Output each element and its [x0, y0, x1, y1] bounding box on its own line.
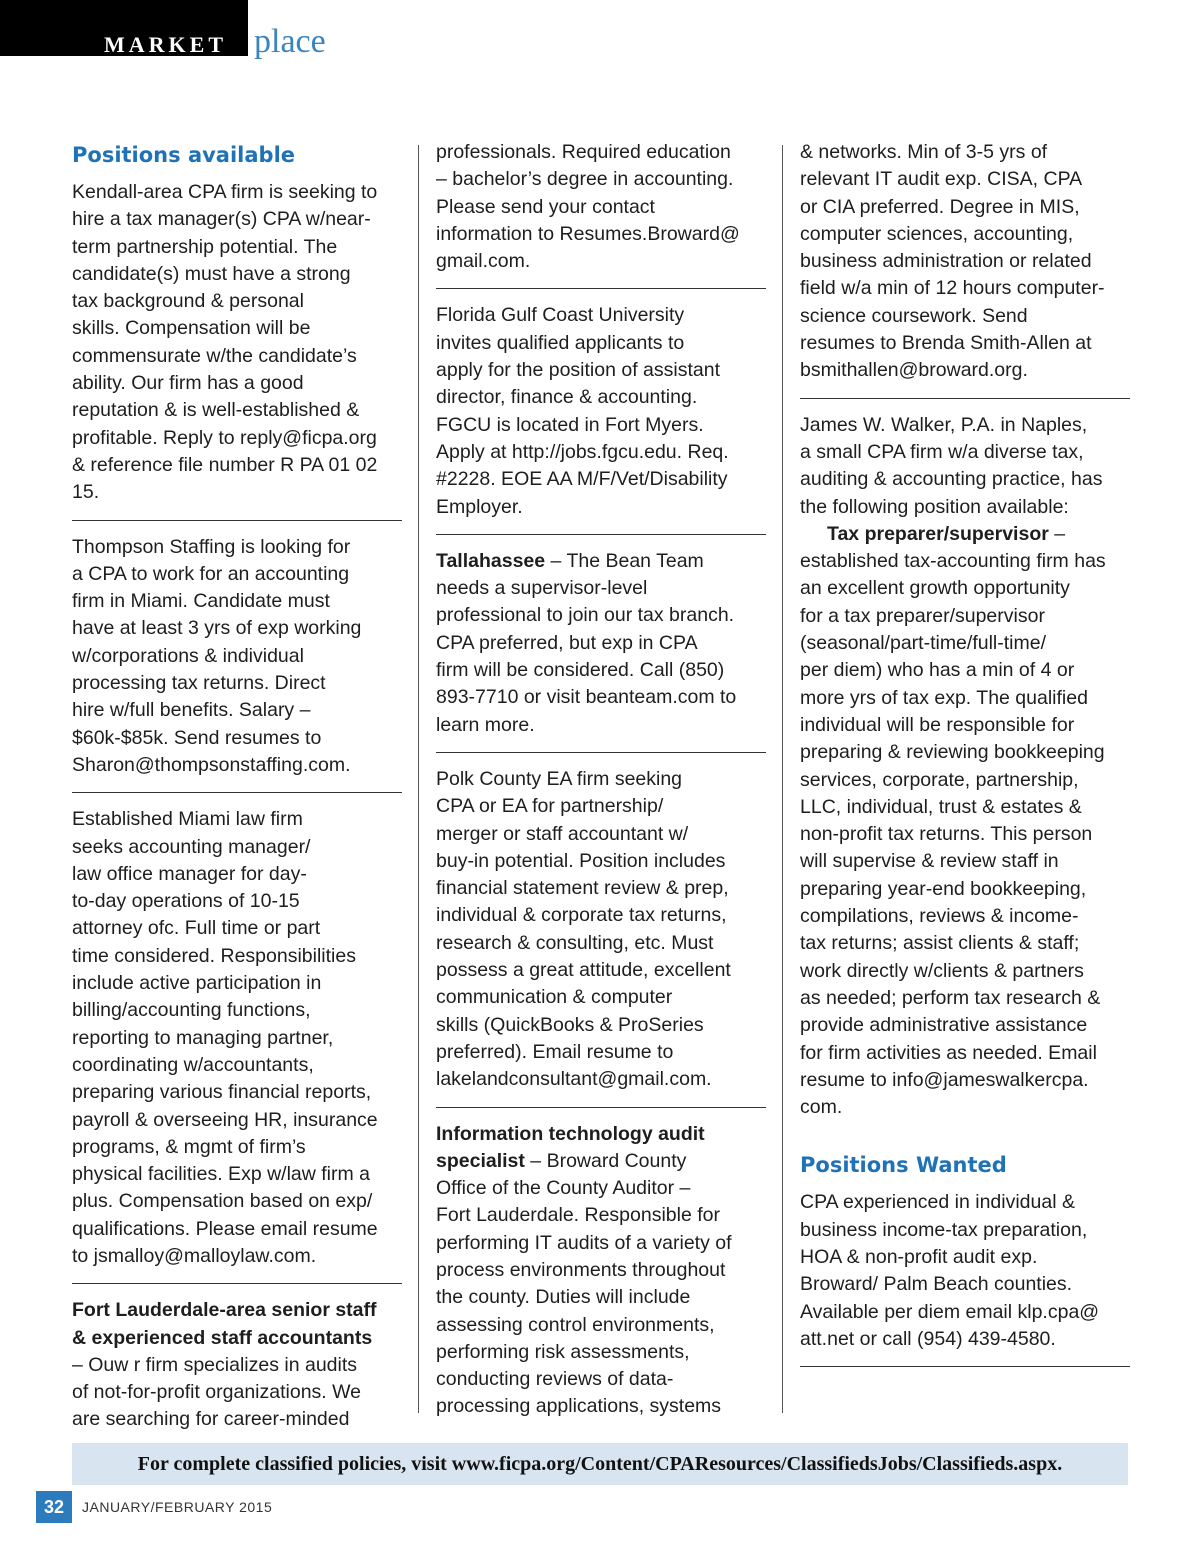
classified-ad: Polk County EA firm seeking CPA or EA for partnership/ merger or staff accountant w/ buy-in potential. Position includes financial statement review & prep, individual & corporate tax returns, research & consulting, etc. Must possess a great attitude, excellent communication & computer skills (QuickBooks & ProSeries preferred). Email resume to lakelandconsultant@gmail.com. — [436, 767, 731, 1091]
ad-separator — [436, 1107, 766, 1108]
classified-ad — [72, 1297, 402, 1433]
policy-banner: For complete classified policies, visit www.ficpa.org/Content/CPAResources/ClassifiedsJobs/Classifieds.aspx. — [72, 1443, 1128, 1485]
classified-ad: & networks. Min of 3-5 yrs of relevant IT audit exp. CISA, CPA or CIA preferred. Degree in MIS, computer sciences, accounting, business administration or related field w/a min of 12 hours computer- science coursework. Send resumes to Brenda Smith-Allen at bsmithallen@broward.org. — [800, 141, 1105, 382]
classified-ad: Established Miami law firm seeks accounting manager/ law office manager for day- to-day operations of 10-15 attorney ofc. Full time or part time considered. Responsibilities include active participation in billing/accounting functions, reporting to managing partner, coordinating w/accountants, preparing various financial reports, payroll & overseeing HR, insurance programs, & mgmt of firm’s physical facilities. Exp w/law firm a plus. Compensation based on exp/ qualifications. Please email resume to jsmalloy@malloylaw.com. — [72, 808, 378, 1267]
ad-body: – Ouw r firm specializes in audits of not-for-profit organizations. We are searching for career-minded — [72, 1353, 362, 1431]
issue-date: JANUARY/FEBRUARY 2015 — [82, 1499, 273, 1515]
ad-lead: Information technology audit specialist — [436, 1122, 705, 1172]
classified-ad: CPA experienced in individual & business income-tax preparation, HOA & non-profit audit exp. Broward/ Palm Beach counties. Available per diem email klp.cpa@ att.net or call (954) 439-4580. — [800, 1191, 1100, 1350]
classified-ad — [436, 1121, 766, 1421]
ad-separator — [436, 534, 766, 535]
column-divider — [418, 145, 419, 1413]
ad-separator — [72, 520, 402, 521]
section-title: MARKET — [104, 32, 227, 57]
ad-lead: Fort Lauderdale-area senior staff & experienced staff accountants — [72, 1299, 377, 1349]
column-divider — [782, 145, 783, 1413]
ad-separator — [72, 1283, 402, 1284]
classified-ad: professionals. Required education – bachelor’s degree in accounting. Please send your contact information to Resumes.Broward@ gmail.com. — [436, 141, 740, 273]
section-heading: Positions available — [72, 143, 296, 167]
ad-separator — [436, 752, 766, 753]
ad-separator — [800, 1366, 1130, 1367]
classified-ad — [436, 548, 766, 739]
classified-ad: Kendall-area CPA firm is seeking to hire a tax manager(s) CPA w/near- term partnership potential. The candidate(s) must have a strong tax background & personal skills. Compensation will be commensurate w/the candidate’s ability. Our firm has a good reputation & is well-established & profitable. Reply to reply@ficpa.org & reference file number R PA 01 02 15. — [72, 181, 378, 504]
ad-body: – The Bean Team needs a supervisor-level professional to join our tax branch. CPA preferred, but exp in CPA firm will be considered. Call (850) 893-7710 or visit beanteam.com to learn more. — [436, 549, 737, 736]
page-number: 32 — [36, 1491, 72, 1523]
classified-ad: Florida Gulf Coast University invites qualified applicants to apply for the position of assistant director, finance & accounting. FGCU is located in Fort Myers. Apply at http://jobs.fgcu.edu. Req. #2228. EOE AA M/F/Vet/Disability Employer. — [436, 304, 729, 518]
ad-lead: Tallahassee — [436, 549, 546, 572]
classified-ad: James W. Walker, P.A. in Naples, a small CPA firm w/a diverse tax, auditing & accounting practice, has the following position available: — [800, 413, 1103, 518]
section-subtitle: place — [254, 23, 326, 60]
column-3 — [800, 139, 1130, 1380]
section-heading: Positions Wanted — [800, 1153, 1007, 1178]
classified-ad: Thompson Staffing is looking for a CPA to work for an accounting firm in Miami. Candidate must have at least 3 yrs of exp working w/corporations & individual processing tax returns. Direct hire w/full benefits. Salary – $60k-$85k. Send resumes to Sharon@thompsonstaffing.com. — [72, 535, 362, 776]
column-2 — [436, 139, 766, 1421]
ad-separator — [800, 398, 1130, 399]
classified-ad-continued — [800, 521, 1130, 1122]
ad-body: – established tax-accounting firm has an excellent growth opportunity for a tax preparer/supervisor (seasonal/part-time/full-time/ per diem) who has a min of 4 or more yrs of tax exp. The qualified individual will be responsible for preparing & reviewing bookkeeping services, corporate, partnership, LLC, individual, trust & estates & non-profit tax returns. This person will supervise & review staff in preparing year-end bookkeeping, compilations, reviews & income- tax returns; assist clients & staff; work directly w/clients & partners as needed; perform tax research & provide administrative assistance for firm activities as needed. Email resume to info@jameswalkercpa. com. — [800, 522, 1106, 1119]
ad-body: – Broward County Office of the County Auditor – Fort Lauderdale. Responsible for performing IT audits of a variety of process environments throughout the county. Duties will include assessing control environments, performing risk assessments, conducting reviews of data- processing applications, systems — [436, 1149, 732, 1418]
ad-separator — [72, 792, 402, 793]
ad-lead: Tax preparer/supervisor — [827, 522, 1049, 545]
ad-separator — [436, 288, 766, 289]
column-1 — [72, 139, 402, 1434]
